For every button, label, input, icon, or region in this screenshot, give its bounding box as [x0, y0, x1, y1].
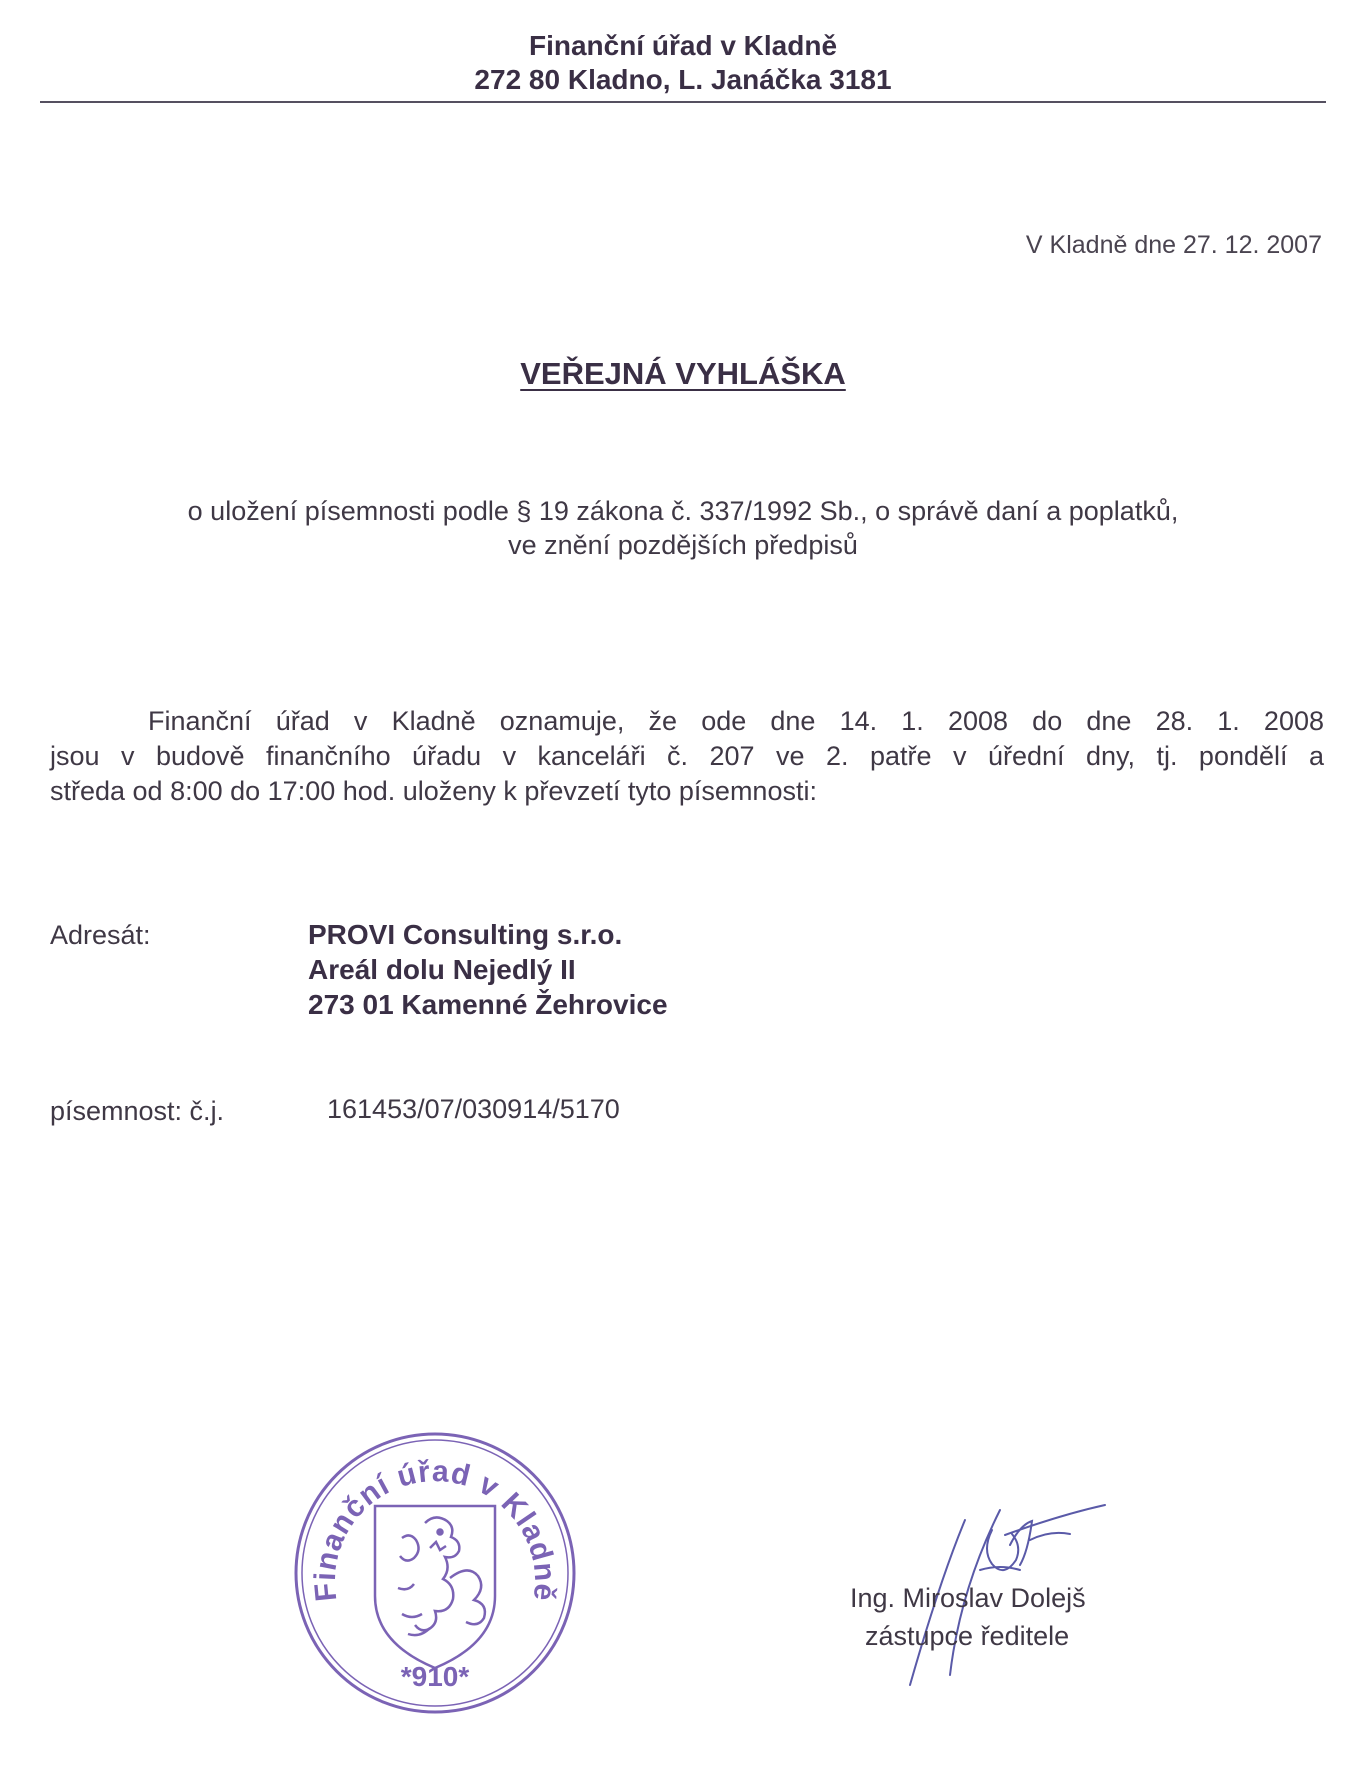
signer-role: zástupce ředitele [865, 1621, 1070, 1651]
office-address: 272 80 Kladno, L. Janáčka 3181 [474, 64, 892, 95]
subtitle-line-1: o uložení písemnosti podle § 19 zákona č. 337/1992 Sb., o správě daní a poplatků, [187, 496, 1179, 526]
document-ref-number: 161453/07/030914/5170 [327, 1094, 620, 1124]
addressee-city: 273 01 Kamenné Žehrovice [308, 989, 668, 1020]
issue-date: V Kladně dne 27. 12. 2007 [1025, 231, 1322, 259]
header-divider [40, 101, 1326, 103]
notice-line-1: Finanční úřad v Kladně oznamuje, že ode dne 14. 1. 2008 do dne 28. 1. 2008 [148, 706, 1324, 736]
document-ref-label: písemnost: č.j. [50, 1096, 225, 1126]
signer-name: Ing. Miroslav Dolejš [850, 1583, 1086, 1613]
addressee-street: Areál dolu Nejedlý II [308, 954, 576, 985]
shield-lion-icon [375, 1506, 495, 1668]
office-name: Finanční úřad v Kladně [528, 30, 838, 61]
notice-paragraph [50, 704, 1324, 809]
document-title-text: VEŘEJNÁ VYHLÁŠKA [520, 356, 846, 391]
notice-line-2: jsou v budově finančního úřadu v kanceláři č. 207 ve 2. patře v úřední dny, tj. pondělí a [50, 741, 1324, 771]
official-seal-stamp [290, 1428, 580, 1718]
document-title [0, 355, 1366, 393]
addressee-label: Adresát: [50, 920, 151, 950]
document-subtitle [0, 494, 1366, 562]
addressee-company: PROVI Consulting s.r.o. [308, 919, 623, 950]
subtitle-line-2: ve znění pozdějších předpisů [508, 530, 858, 560]
notice-line-3: středa od 8:00 do 17:00 hod. uloženy k převzetí tyto písemnosti: [50, 776, 817, 806]
addressee-block [308, 917, 668, 1022]
seal-ring-text: Finanční úřad v Kladně [308, 1454, 562, 1604]
seal-number: *910* [400, 1661, 470, 1692]
